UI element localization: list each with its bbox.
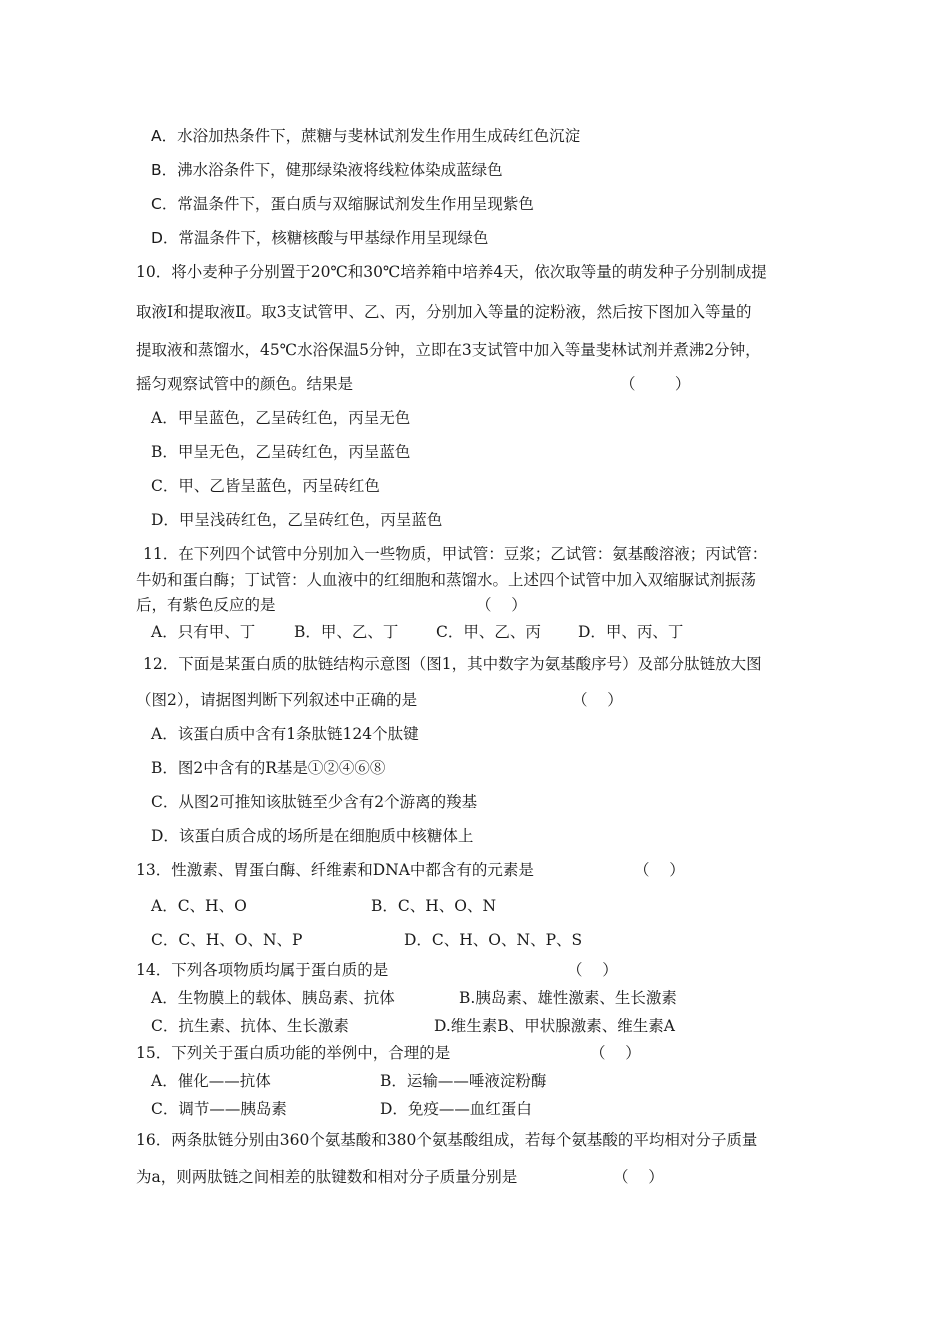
q11-stem-line-3: 后，有紫色反应的是 bbox=[136, 596, 276, 614]
q10-option-b: B．甲呈无色，乙呈砖红色，丙呈蓝色 bbox=[151, 443, 411, 461]
q15-option-d: D．免疫——血红蛋白 bbox=[380, 1100, 532, 1118]
q10-option-c: C．甲、乙皆呈蓝色，丙呈砖红色 bbox=[151, 477, 380, 495]
q11-option-c: C．甲、乙、丙 bbox=[436, 623, 541, 641]
q9-option-c: C．常温条件下，蛋白质与双缩脲试剂发生作用呈现紫色 bbox=[151, 195, 534, 213]
q14-option-c: C．抗生素、抗体、生长激素 bbox=[151, 1017, 349, 1035]
q14-answer-paren: （ ） bbox=[567, 961, 618, 979]
q16-stem-line-1: 16．两条肽链分别由360个氨基酸和380个氨基酸组成，若每个氨基酸的平均相对分子质量 bbox=[136, 1131, 758, 1149]
q15-answer-paren: （ ） bbox=[590, 1044, 641, 1062]
q11-answer-paren: （ ） bbox=[476, 596, 527, 614]
q15-stem: 15．下列关于蛋白质功能的举例中，合理的是 bbox=[136, 1044, 451, 1062]
q11-option-b: B．甲、乙、丁 bbox=[294, 623, 399, 641]
q14-option-a: A．生物膜上的载体、胰岛素、抗体 bbox=[151, 989, 395, 1007]
q10-stem-line-2: 取液Ⅰ和提取液Ⅱ。取3支试管甲、乙、丙，分别加入等量的淀粉液，然后按下图加入等量的 bbox=[136, 303, 752, 321]
q10-option-a: A．甲呈蓝色，乙呈砖红色，丙呈无色 bbox=[151, 409, 411, 427]
q14-option-d: D.维生素B、甲状腺激素、维生素A bbox=[434, 1017, 675, 1035]
q11-option-a: A．只有甲、丁 bbox=[151, 623, 256, 641]
q13-option-c: C．C、H、O、N、P bbox=[151, 931, 303, 949]
q13-answer-paren: （ ） bbox=[634, 861, 685, 879]
q9-option-b: B．沸水浴条件下，健那绿染液将线粒体染成蓝绿色 bbox=[151, 161, 503, 179]
q12-option-d: D．该蛋白质合成的场所是在细胞质中核糖体上 bbox=[151, 827, 474, 845]
q15-option-a: A．催化——抗体 bbox=[151, 1072, 271, 1090]
q13-option-a: A．C、H、O bbox=[151, 897, 247, 915]
q13-option-b: B．C、H、O、N bbox=[371, 897, 497, 915]
q12-stem-line-2: （图2），请据图判断下列叙述中正确的是 bbox=[136, 691, 418, 709]
q11-option-d: D．甲、丙、丁 bbox=[578, 623, 684, 641]
q13-stem: 13．性激素、胃蛋白酶、纤维素和DNA中都含有的元素是 bbox=[136, 861, 534, 879]
q13-option-d: D．C、H、O、N、P、S bbox=[404, 931, 583, 949]
q16-stem-line-2: 为a，则两肽链之间相差的肽键数和相对分子质量分别是 bbox=[136, 1168, 518, 1186]
q10-answer-paren: （ ） bbox=[620, 375, 691, 393]
q16-answer-paren: （ ） bbox=[613, 1168, 664, 1186]
q12-option-b: B．图2中含有的R基是①②④⑥⑧ bbox=[151, 759, 386, 777]
q12-answer-paren: （ ） bbox=[572, 691, 623, 709]
q10-stem-line-3: 提取液和蒸馏水，45℃水浴保温5分钟，立即在3支试管中加入等量斐林试剂并煮沸2分钟， bbox=[136, 341, 761, 359]
q10-option-d: D．甲呈浅砖红色，乙呈砖红色，丙呈蓝色 bbox=[151, 511, 443, 529]
q10-stem-line-4: 摇匀观察试管中的颜色。结果是 bbox=[136, 375, 354, 393]
q15-option-b: B．运输——唾液淀粉酶 bbox=[380, 1072, 547, 1090]
q14-stem: 14．下列各项物质均属于蛋白质的是 bbox=[136, 961, 389, 979]
q14-option-b: B.胰岛素、雄性激素、生长激素 bbox=[459, 989, 677, 1007]
q9-option-d: D．常温条件下，核糖核酸与甲基绿作用呈现绿色 bbox=[151, 229, 489, 247]
q10-stem-line-1: 10．将小麦种子分别置于20℃和30℃培养箱中培养4天，依次取等量的萌发种子分别制成提 bbox=[136, 263, 767, 281]
q12-option-c: C．从图2可推知该肽链至少含有2个游离的羧基 bbox=[151, 793, 478, 811]
q11-stem-line-2: 牛奶和蛋白酶；丁试管：人血液中的红细胞和蒸馏水。上述四个试管中加入双缩脲试剂振荡 bbox=[136, 571, 757, 589]
q11-stem-line-1: 11．在下列四个试管中分别加入一些物质，甲试管：豆浆；乙试管：氨基酸溶液；丙试管： bbox=[143, 545, 768, 563]
q12-option-a: A．该蛋白质中含有1条肽链124个肽键 bbox=[151, 725, 419, 743]
q9-option-a: A．水浴加热条件下，蔗糖与斐林试剂发生作用生成砖红色沉淀 bbox=[151, 127, 581, 145]
q12-stem-line-1: 12．下面是某蛋白质的肽链结构示意图（图1，其中数字为氨基酸序号）及部分肽链放大图 bbox=[143, 655, 762, 673]
q15-option-c: C．调节——胰岛素 bbox=[151, 1100, 287, 1118]
